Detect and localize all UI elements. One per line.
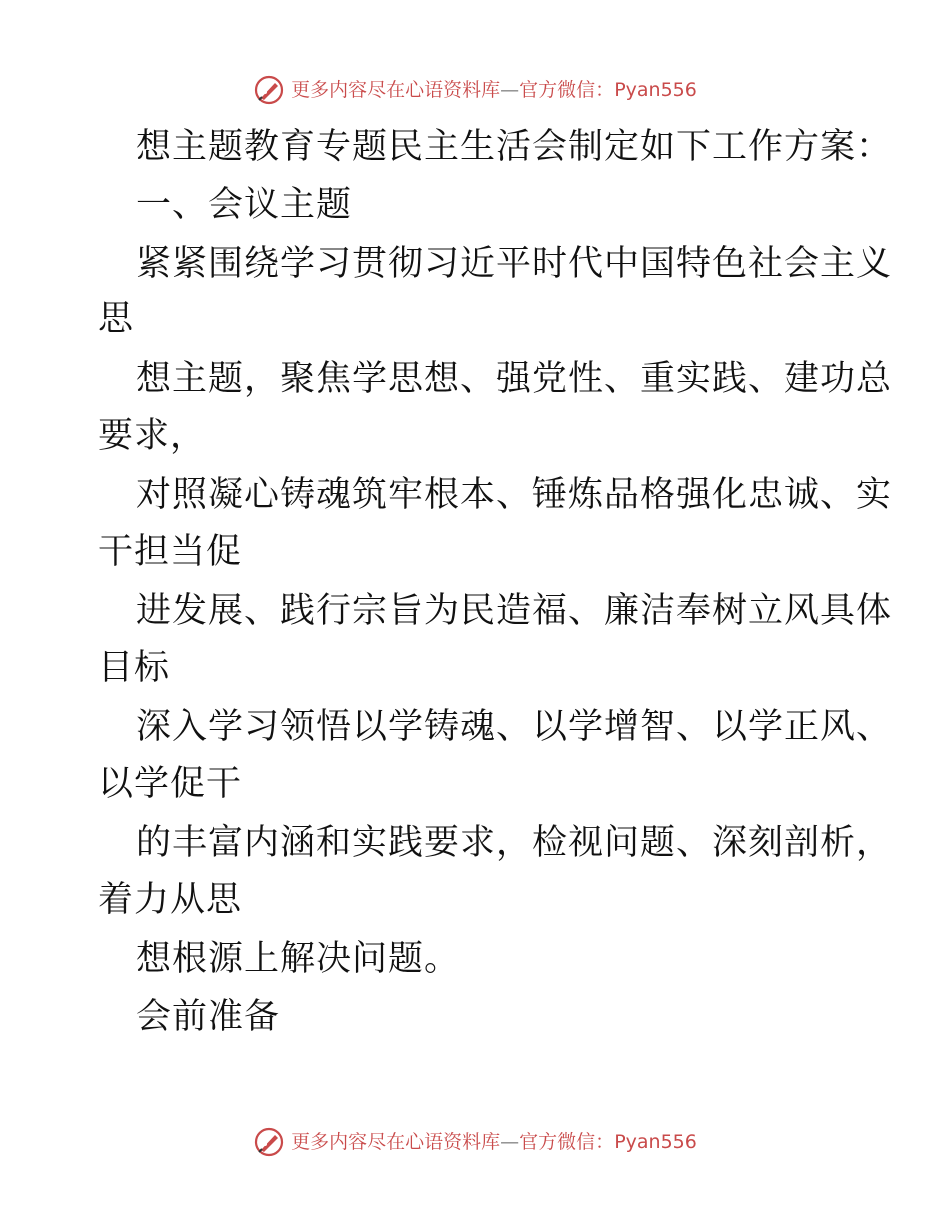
footer-banner-wechat-id: Pyan556 [614, 1131, 697, 1153]
paragraph-line: 以学促干 [98, 764, 243, 804]
header-banner-separator: — [500, 79, 520, 101]
header-banner-wechat-id: Pyan556 [614, 79, 697, 101]
footer-banner [0, 1126, 950, 1158]
header-banner [0, 74, 950, 106]
paragraph-line: 的丰富内涵和实践要求，检视问题、深刻剖析， [136, 823, 893, 863]
header-banner-main: 更多内容尽在心语资料库 [291, 79, 501, 101]
footer-banner-separator: — [500, 1131, 520, 1153]
paragraph-line: 要求， [98, 416, 207, 456]
paragraph-line: 干担当促 [98, 532, 243, 572]
section-heading: 会前准备 [136, 997, 281, 1037]
quill-pen-logo-icon [253, 74, 285, 106]
paragraph-line: 目标 [98, 648, 171, 688]
footer-banner-text [291, 1130, 697, 1154]
paragraph-line: 思 [98, 299, 135, 339]
paragraph-line: 进发展、践行宗旨为民造福、廉洁奉树立风具体 [136, 591, 893, 631]
paragraph-line: 着力从思 [98, 880, 243, 920]
paragraph-line: 对照凝心铸魂筑牢根本、锤炼品格强化忠诚、实 [136, 475, 893, 515]
header-banner-text [291, 78, 697, 102]
footer-banner-wechat-label: 官方微信： [519, 1131, 615, 1153]
paragraph-line: 紧紧围绕学习贯彻习近平时代中国特色社会主义 [136, 244, 893, 284]
header-banner-wechat-label: 官方微信： [519, 79, 615, 101]
footer-banner-main: 更多内容尽在心语资料库 [291, 1131, 501, 1153]
section-heading: 一、会议主题 [136, 185, 353, 225]
quill-pen-logo-icon [253, 1126, 285, 1158]
paragraph-line: 想根源上解决问题。 [136, 939, 461, 979]
paragraph-line: 想主题教育专题民主生活会制定如下工作方案： [136, 127, 893, 167]
paragraph-line: 深入学习领悟以学铸魂、以学增智、以学正风、 [136, 707, 893, 747]
paragraph-line: 想主题，聚焦学思想、强党性、重实践、建功总 [136, 359, 893, 399]
